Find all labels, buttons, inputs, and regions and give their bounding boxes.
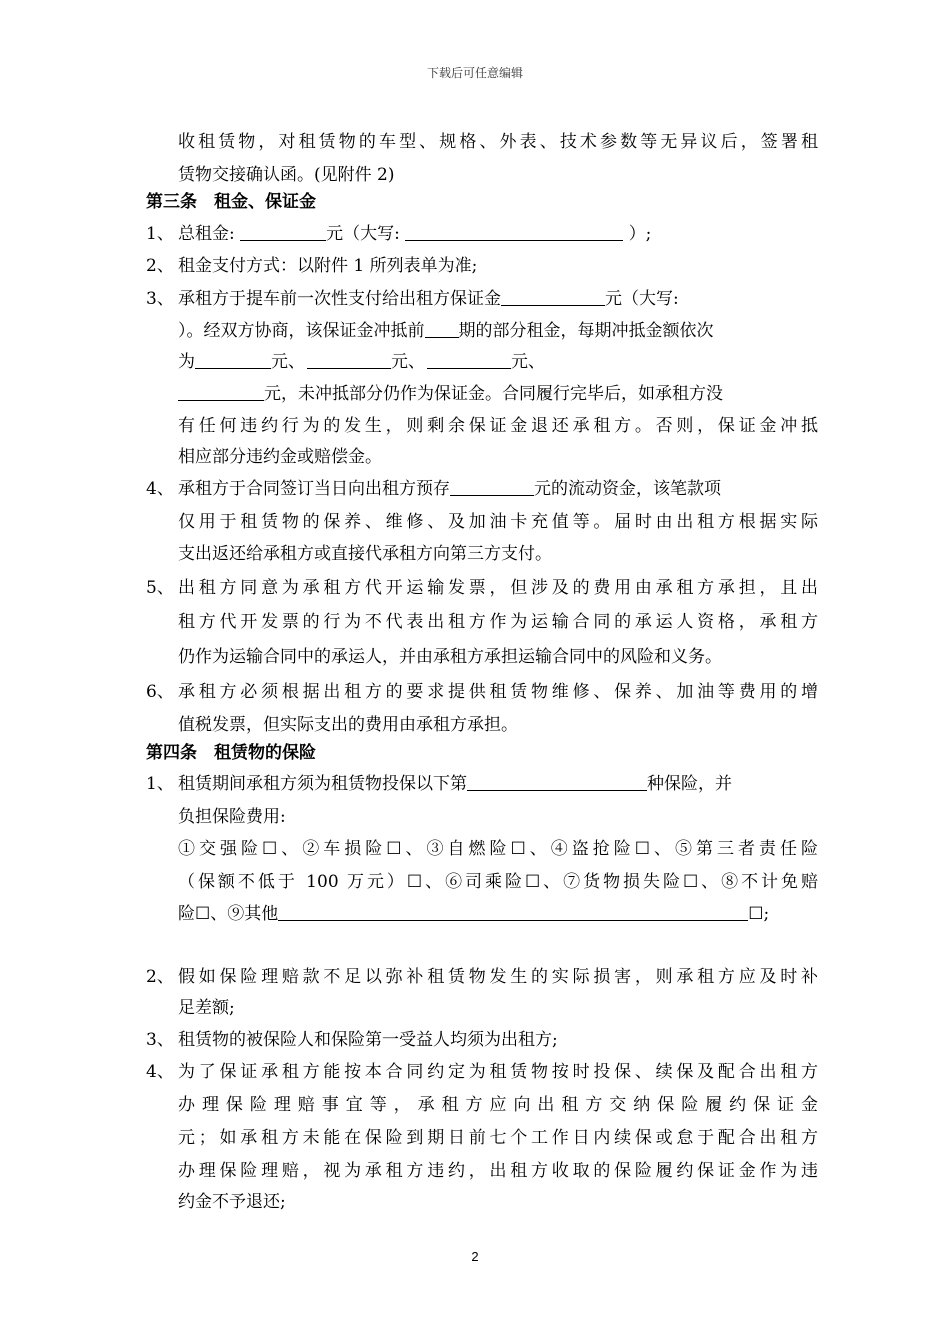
- yuan-capital-label: 元（大写:: [605, 289, 679, 309]
- amount-blank-4[interactable]: [178, 382, 264, 401]
- item-number: 1、: [146, 774, 174, 794]
- insurance-type-blank[interactable]: [467, 772, 647, 791]
- item-number: 4、: [146, 479, 174, 499]
- article-3-item-3-line-1: [178, 287, 679, 311]
- article-3-item-4-line-2: 仅用于租赁物的保养、维修、及加油卡充值等。届时由出租方根据实际: [178, 512, 818, 532]
- period-count-blank[interactable]: [425, 319, 459, 338]
- offset-label: ）。经双方协商，该保证金冲抵前: [178, 321, 425, 341]
- article-4-item-4-line-1: 为了保证承租方能按本合同约定为租赁物按时投保、续保及配合出租方: [178, 1062, 818, 1082]
- amount-blank-2[interactable]: [307, 350, 391, 369]
- amount-blank-3[interactable]: [427, 350, 511, 369]
- article-3-item-3-line-2: [178, 319, 714, 343]
- insurance-other-blank[interactable]: [278, 902, 748, 921]
- article-3-item-4-line-3: 支出返还给承租方或直接代承租方向第三方支付。: [178, 544, 552, 564]
- article-3-item-3-line-3: [178, 350, 545, 374]
- insurance-options-line-3[interactable]: [178, 902, 769, 926]
- page-header: 下载后可任意编辑: [426, 66, 523, 80]
- prestore-blank[interactable]: [450, 477, 534, 496]
- article-4-item-4-line-2: 办理保险理赔事宜等，承租方应向出租方交纳保险履约保证金: [178, 1095, 818, 1115]
- item-number: 3、: [146, 1030, 174, 1050]
- insurance-other-checkbox[interactable]: ☐;: [748, 904, 770, 924]
- article-3-title: 第三条 租金、保证金: [146, 192, 316, 212]
- article-3-item-6-line-1: 承租方必须根据出租方的要求提供租赁物维修、保养、加油等费用的增: [178, 682, 818, 702]
- article-4-item-2-line-1: 假如保险理赔款不足以弥补租赁物发生的实际损害，则承租方应及时补: [178, 967, 818, 987]
- item-number: 3、: [146, 289, 174, 309]
- article-3-item-3-line-4: [178, 382, 723, 406]
- close-paren: ）;: [628, 224, 652, 244]
- prestore-label: 承租方于合同签订当日向出租方预存: [178, 479, 450, 499]
- wei-label: 为: [178, 352, 195, 372]
- article-4-item-4-line-5: 约金不予退还;: [178, 1192, 286, 1212]
- total-rent-label: 总租金:: [178, 224, 235, 244]
- offset-amount-label: 期的部分租金，每期冲抵金额依次: [458, 321, 714, 341]
- prestore-text: 元的流动资金，该笔款项: [534, 479, 721, 499]
- intro-line-1: 收租赁物，对租赁物的车型、规格、外表、技术参数等无异议后，签署租: [178, 132, 818, 152]
- total-rent-capital-blank[interactable]: [405, 222, 623, 241]
- insurance-other-label: 险☐、⑨其他: [178, 904, 279, 924]
- insurance-options-line-1[interactable]: ①交强险☐、②车损险☐、③自燃险☐、④盗抢险☐、⑤第三者责任险: [178, 839, 818, 859]
- total-rent-blank[interactable]: [240, 222, 326, 241]
- insurance-type-label: 租赁期间承租方须为租赁物投保以下第: [178, 774, 467, 794]
- item-number: 2、: [146, 967, 174, 987]
- article-3-item-3-line-5: 有任何违约行为的发生，则剩余保证金退还承租方。否则，保证金冲抵: [178, 416, 818, 436]
- deposit-blank[interactable]: [501, 287, 605, 306]
- article-3-item-5-line-3: 仍作为运输合同中的承运人，并由承租方承担运输合同中的风险和义务。: [178, 647, 722, 667]
- intro-line-2: 赁物交接确认函。(见附件 2): [178, 165, 395, 185]
- yuan-label: 元、: [391, 352, 425, 372]
- article-4-title: 第四条 租赁物的保险: [146, 743, 316, 763]
- insurance-options-line-2[interactable]: （保额不低于 100 万元）☐、⑥司乘险☐、⑦货物损失险☐、⑧不计免赔: [178, 872, 818, 892]
- article-3-item-5-line-1: 出租方同意为承租方代开运输发票，但涉及的费用由承租方承担，且出: [178, 578, 818, 598]
- item-number: 6、: [146, 682, 174, 702]
- article-3-item-6-line-2: 值税发票，但实际支出的费用由承租方承担。: [178, 715, 518, 735]
- article-4-item-4-line-3: 元；如承租方未能在保险到期日前七个工作日内续保或怠于配合出租方: [178, 1128, 818, 1148]
- article-3-item-3-line-6: 相应部分违约金或赔偿金。: [178, 447, 382, 467]
- deposit-label: 承租方于提车前一次性支付给出租方保证金: [178, 289, 501, 309]
- yuan-label: 元、: [511, 352, 545, 372]
- article-3-item-3-text: 元，未冲抵部分仍作为保证金。合同履行完毕后，如承租方没: [264, 384, 723, 404]
- article-4-item-2-line-2: 足差额;: [178, 998, 235, 1018]
- article-4-item-4-line-4: 办理保险理赔，视为承租方违约，出租方收取的保险履约保证金作为违: [178, 1161, 818, 1181]
- insurance-text: 种保险，并: [647, 774, 732, 794]
- article-3-item-2: 租金支付方式：以附件 1 所列表单为准;: [178, 256, 478, 276]
- article-3-item-5-line-2: 租方代开发票的行为不代表出租方作为运输合同的承运人资格，承租方: [178, 612, 818, 632]
- amount-blank-1[interactable]: [195, 350, 271, 369]
- item-number: 4、: [146, 1062, 174, 1082]
- article-3-item-4-line-1: [178, 477, 721, 501]
- article-4-item-1-line-2: 负担保险费用:: [178, 807, 286, 827]
- item-number: 2、: [146, 256, 174, 276]
- yuan-capital-label: 元（大写:: [326, 224, 400, 244]
- article-3-item-1: [178, 222, 651, 246]
- page-number: 2: [471, 1249, 479, 1264]
- yuan-label: 元、: [271, 352, 305, 372]
- article-4-item-3: 租赁物的被保险人和保险第一受益人均须为出租方;: [178, 1030, 558, 1050]
- article-4-item-1-line-1: [178, 772, 732, 796]
- item-number: 5、: [146, 578, 174, 598]
- item-number: 1、: [146, 224, 174, 244]
